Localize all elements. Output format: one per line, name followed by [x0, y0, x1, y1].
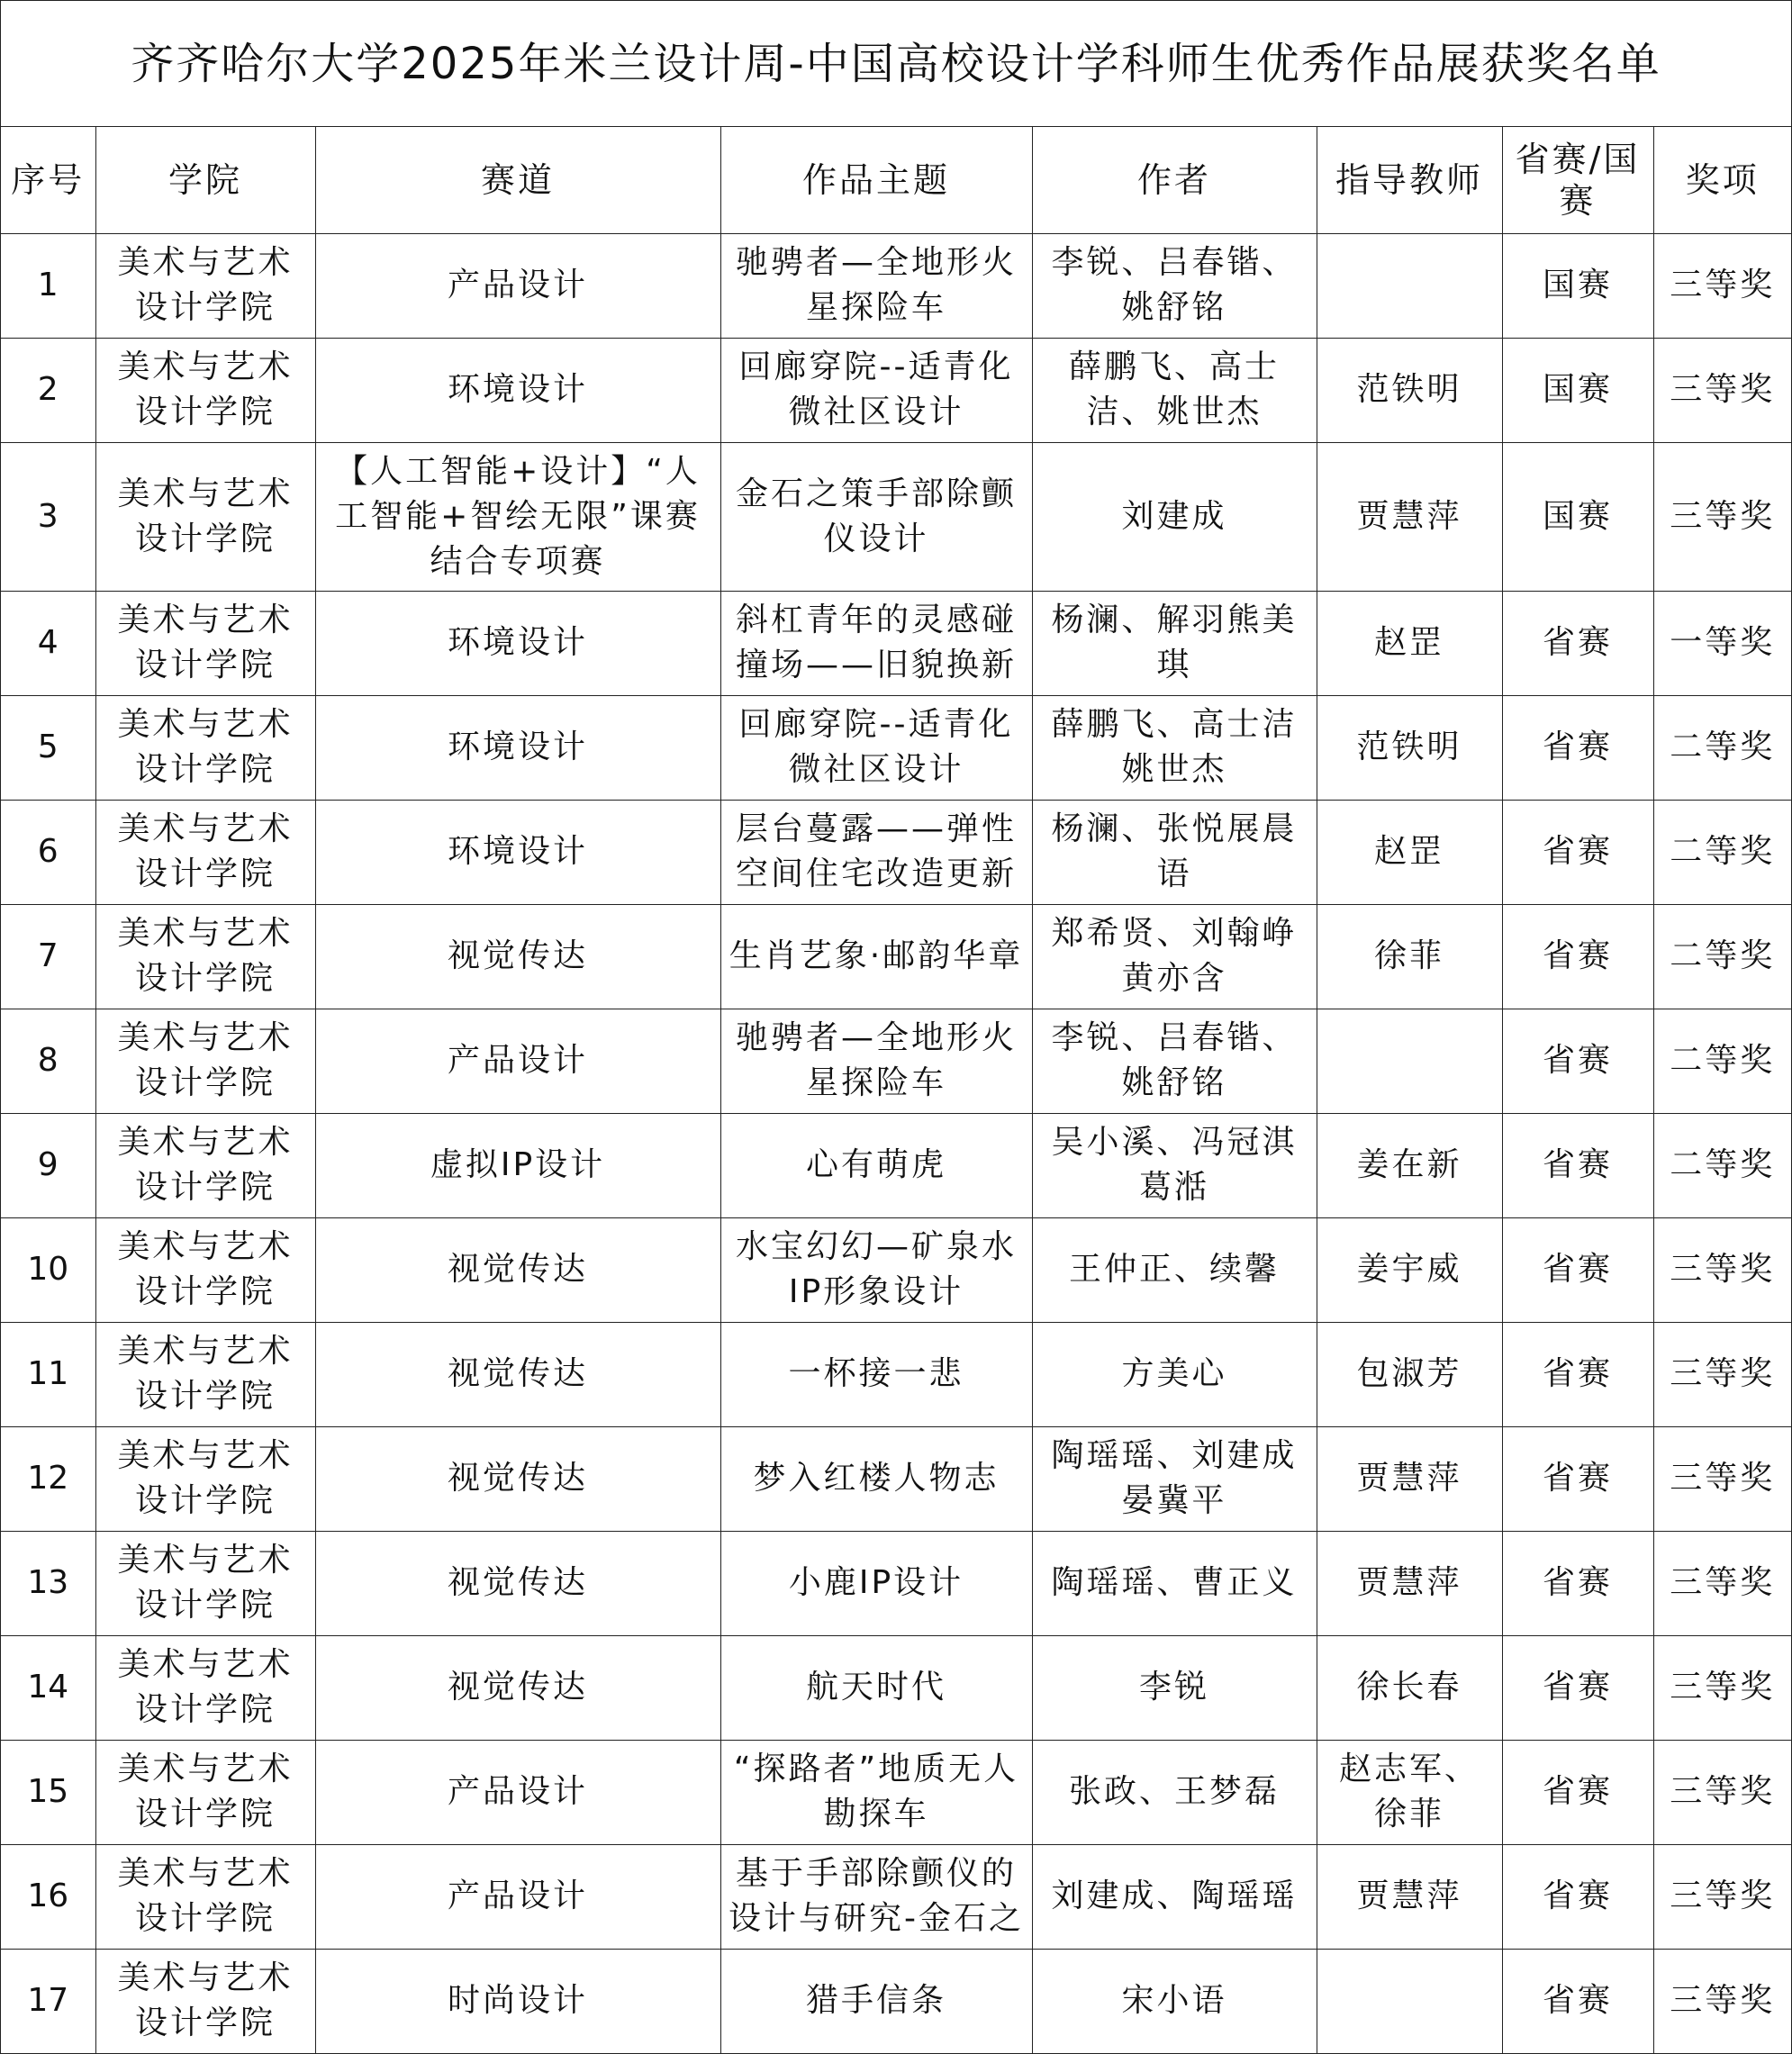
- cell-index-text: 12: [27, 1460, 69, 1497]
- cell-advisor: [1317, 695, 1502, 800]
- cell-college: [95, 233, 315, 338]
- cell-author: [1032, 1635, 1317, 1740]
- cell-track: [315, 1740, 720, 1844]
- cell-theme-text: 小鹿IP设计: [788, 1564, 964, 1601]
- cell-award-text: 三等奖: [1670, 371, 1776, 408]
- cell-index: [1, 233, 95, 338]
- cell-college-text: 美术与艺术设计学院: [117, 244, 294, 326]
- cell-track: [315, 800, 720, 904]
- cell-index-text: 2: [37, 371, 59, 408]
- cell-award-text: 三等奖: [1670, 1982, 1776, 2020]
- header-advisor: 指导教师: [1317, 127, 1502, 233]
- cell-level: [1502, 695, 1653, 800]
- cell-college: [95, 1426, 315, 1531]
- cell-index-text: 5: [37, 728, 59, 765]
- cell-author: [1032, 442, 1317, 591]
- cell-author: [1032, 233, 1317, 338]
- cell-college: [95, 1740, 315, 1844]
- table-row: [1, 338, 1791, 442]
- cell-advisor: [1317, 233, 1502, 338]
- cell-award: [1653, 591, 1791, 695]
- cell-advisor: [1317, 1113, 1502, 1217]
- cell-theme: [720, 1009, 1032, 1113]
- cell-author-text: 宋小语: [1121, 1982, 1227, 2020]
- cell-index: [1, 591, 95, 695]
- cell-index: [1, 1322, 95, 1426]
- cell-track: [315, 591, 720, 695]
- cell-index: [1, 1009, 95, 1113]
- cell-advisor: [1317, 1635, 1502, 1740]
- cell-theme: [720, 904, 1032, 1009]
- cell-college: [95, 1844, 315, 1949]
- cell-track-text: 视觉传达: [447, 937, 588, 974]
- cell-advisor-text: 贾慧萍: [1356, 1564, 1462, 1601]
- cell-level-text: 省赛: [1542, 1251, 1613, 1288]
- table-row: [1, 1740, 1791, 1844]
- cell-level-text: 省赛: [1542, 728, 1613, 765]
- cell-level-text: 省赛: [1542, 1042, 1613, 1079]
- cell-author: [1032, 1949, 1317, 2053]
- table-row: [1, 1635, 1791, 1740]
- cell-theme: [720, 233, 1032, 338]
- cell-theme-text: 驰骋者—全地形火星探险车: [735, 244, 1017, 326]
- table-row: [1, 1949, 1791, 2053]
- cell-college: [95, 1217, 315, 1322]
- cell-level-text: 国赛: [1542, 497, 1613, 535]
- cell-award: [1653, 1740, 1791, 1844]
- cell-index-text: 7: [37, 937, 59, 974]
- cell-author-text: 张政、王梦磊: [1068, 1773, 1280, 1810]
- table-row: [1, 442, 1791, 591]
- header-index: 序号: [1, 127, 95, 233]
- cell-theme: [720, 1949, 1032, 2053]
- cell-college-text: 美术与艺术设计学院: [117, 915, 294, 997]
- cell-author-text: 陶瑶瑶、曹正义: [1051, 1564, 1298, 1601]
- cell-award: [1653, 1635, 1791, 1740]
- cell-track: [315, 442, 720, 591]
- cell-advisor-text: 徐长春: [1356, 1669, 1462, 1706]
- header-level: 省赛/国赛: [1502, 127, 1653, 233]
- cell-author: [1032, 1740, 1317, 1844]
- cell-college: [95, 800, 315, 904]
- cell-author: [1032, 1426, 1317, 1531]
- cell-award-text: 三等奖: [1670, 1251, 1776, 1288]
- cell-award-text: 一等奖: [1670, 624, 1776, 661]
- table-row: [1, 800, 1791, 904]
- cell-award: [1653, 1322, 1791, 1426]
- cell-level: [1502, 1844, 1653, 1949]
- cell-author-text: 刘建成: [1121, 497, 1227, 535]
- cell-college-text: 美术与艺术设计学院: [117, 1124, 294, 1206]
- cell-award-text: 二等奖: [1670, 937, 1776, 974]
- cell-level: [1502, 904, 1653, 1009]
- cell-award: [1653, 442, 1791, 591]
- cell-author-text: 杨澜、张悦展晨语: [1051, 810, 1298, 892]
- cell-theme-text: 水宝幻幻—矿泉水IP形象设计: [735, 1228, 1017, 1310]
- cell-college-text: 美术与艺术设计学院: [117, 602, 294, 683]
- cell-index-text: 15: [27, 1773, 69, 1810]
- cell-theme-text: 生肖艺象·邮韵华章: [729, 937, 1024, 974]
- cell-level-text: 省赛: [1542, 1146, 1613, 1183]
- cell-award: [1653, 800, 1791, 904]
- cell-advisor-text: 范铁明: [1356, 728, 1462, 765]
- cell-track: [315, 1531, 720, 1635]
- cell-advisor: [1317, 442, 1502, 591]
- cell-level: [1502, 1113, 1653, 1217]
- header-row: [1, 127, 1791, 233]
- cell-track-text: 【人工智能+设计】“人工智能+智绘无限”课赛结合专项赛: [335, 452, 701, 580]
- cell-author: [1032, 1531, 1317, 1635]
- cell-author: [1032, 1009, 1317, 1113]
- cell-index-text: 3: [37, 497, 59, 535]
- cell-level-text: 省赛: [1542, 833, 1613, 870]
- cell-track-text: 视觉传达: [447, 1669, 588, 1706]
- cell-award: [1653, 1426, 1791, 1531]
- cell-track: [315, 1322, 720, 1426]
- cell-college: [95, 1949, 315, 2053]
- cell-author: [1032, 1322, 1317, 1426]
- cell-index-text: 16: [27, 1878, 69, 1914]
- cell-track-text: 产品设计: [447, 1042, 588, 1079]
- award-table: [1, 127, 1791, 2053]
- cell-index: [1, 695, 95, 800]
- cell-track: [315, 338, 720, 442]
- cell-college-text: 美术与艺术设计学院: [117, 1542, 294, 1624]
- cell-level: [1502, 1322, 1653, 1426]
- cell-author: [1032, 338, 1317, 442]
- cell-level: [1502, 1949, 1653, 2053]
- cell-track: [315, 1113, 720, 1217]
- cell-award-text: 二等奖: [1670, 833, 1776, 870]
- table-row: [1, 1322, 1791, 1426]
- cell-theme-text: 回廊穿院--适青化微社区设计: [738, 706, 1014, 788]
- cell-level-text: 省赛: [1542, 1773, 1613, 1810]
- cell-level-text: 省赛: [1542, 1982, 1613, 2020]
- cell-theme: [720, 1531, 1032, 1635]
- cell-college: [95, 904, 315, 1009]
- cell-author-text: 薛鹏飞、高士洁、姚世杰: [1068, 348, 1280, 430]
- cell-level-text: 国赛: [1542, 267, 1613, 303]
- cell-award-text: 二等奖: [1670, 1042, 1776, 1079]
- cell-college-text: 美术与艺术设计学院: [117, 706, 294, 788]
- cell-index: [1, 1949, 95, 2053]
- header-award: 奖项: [1653, 127, 1791, 233]
- cell-author: [1032, 800, 1317, 904]
- cell-award: [1653, 1113, 1791, 1217]
- table-row: [1, 1426, 1791, 1531]
- cell-college-text: 美术与艺术设计学院: [117, 1228, 294, 1310]
- cell-theme: [720, 1635, 1032, 1740]
- cell-level-text: 省赛: [1542, 1460, 1613, 1497]
- cell-index-text: 17: [27, 1982, 69, 2020]
- cell-theme-text: 斜杠青年的灵感碰撞场——旧貌换新: [735, 602, 1017, 683]
- cell-award-text: 三等奖: [1670, 1773, 1776, 1810]
- cell-track: [315, 1217, 720, 1322]
- cell-advisor-text: 范铁明: [1356, 371, 1462, 408]
- cell-author-text: 杨澜、解羽熊美琪: [1051, 602, 1298, 683]
- cell-index: [1, 1426, 95, 1531]
- cell-theme: [720, 1740, 1032, 1844]
- cell-advisor-text: 姜在新: [1356, 1146, 1462, 1183]
- cell-track: [315, 1635, 720, 1740]
- cell-theme-text: 基于手部除颤仪的设计与研究-金石之: [729, 1855, 1024, 1937]
- cell-college-text: 美术与艺术设计学院: [117, 1751, 294, 1832]
- cell-author: [1032, 1844, 1317, 1949]
- cell-advisor: [1317, 338, 1502, 442]
- cell-track-text: 产品设计: [447, 1773, 588, 1810]
- cell-theme-text: 猎手信条: [805, 1982, 946, 2020]
- cell-index: [1, 1635, 95, 1740]
- cell-college: [95, 1531, 315, 1635]
- cell-track-text: 视觉传达: [447, 1460, 588, 1497]
- cell-theme: [720, 695, 1032, 800]
- cell-college-text: 美术与艺术设计学院: [117, 1646, 294, 1728]
- cell-college: [95, 338, 315, 442]
- cell-college: [95, 1113, 315, 1217]
- cell-level: [1502, 1740, 1653, 1844]
- cell-award-text: 二等奖: [1670, 1146, 1776, 1183]
- cell-level: [1502, 1009, 1653, 1113]
- cell-theme: [720, 442, 1032, 591]
- cell-theme: [720, 1217, 1032, 1322]
- cell-college-text: 美术与艺术设计学院: [117, 475, 294, 557]
- cell-track: [315, 233, 720, 338]
- cell-author-text: 郑希贤、刘翰峥黄亦含: [1051, 915, 1298, 997]
- cell-college-text: 美术与艺术设计学院: [117, 348, 294, 430]
- cell-author: [1032, 1217, 1317, 1322]
- table-row: [1, 1844, 1791, 1949]
- header-theme: 作品主题: [720, 127, 1032, 233]
- cell-author-text: 吴小溪、冯冠淇葛湉: [1051, 1124, 1298, 1206]
- table-row: [1, 1531, 1791, 1635]
- cell-theme-text: 心有萌虎: [805, 1146, 946, 1183]
- cell-advisor-text: 赵罡: [1373, 833, 1444, 870]
- cell-college-text: 美术与艺术设计学院: [117, 1437, 294, 1519]
- cell-author: [1032, 695, 1317, 800]
- cell-level: [1502, 1635, 1653, 1740]
- cell-award: [1653, 1531, 1791, 1635]
- cell-advisor: [1317, 1217, 1502, 1322]
- table-row: [1, 1113, 1791, 1217]
- cell-track-text: 环境设计: [447, 728, 588, 765]
- cell-level-text: 省赛: [1542, 624, 1613, 661]
- cell-advisor: [1317, 1740, 1502, 1844]
- cell-index-text: 11: [27, 1355, 69, 1392]
- cell-level: [1502, 338, 1653, 442]
- cell-college: [95, 1009, 315, 1113]
- cell-award-text: 三等奖: [1670, 1878, 1776, 1914]
- cell-track-text: 视觉传达: [447, 1251, 588, 1288]
- cell-college: [95, 591, 315, 695]
- cell-theme: [720, 800, 1032, 904]
- cell-advisor: [1317, 591, 1502, 695]
- cell-award: [1653, 233, 1791, 338]
- cell-index: [1, 800, 95, 904]
- cell-author-text: 李锐、吕春锴、姚舒铭: [1051, 1019, 1298, 1101]
- cell-author: [1032, 591, 1317, 695]
- cell-college-text: 美术与艺术设计学院: [117, 1019, 294, 1101]
- table-row: [1, 591, 1791, 695]
- cell-theme-text: 驰骋者—全地形火星探险车: [735, 1019, 1017, 1101]
- cell-level-text: 省赛: [1542, 1669, 1613, 1706]
- cell-level-text: 省赛: [1542, 1878, 1613, 1914]
- header-author: 作者: [1032, 127, 1317, 233]
- cell-track-text: 环境设计: [447, 624, 588, 661]
- cell-theme: [720, 1844, 1032, 1949]
- cell-index-text: 8: [37, 1042, 59, 1079]
- cell-award-text: 三等奖: [1670, 1460, 1776, 1497]
- cell-advisor: [1317, 1322, 1502, 1426]
- cell-award: [1653, 1844, 1791, 1949]
- cell-award-text: 三等奖: [1670, 1669, 1776, 1706]
- cell-track-text: 视觉传达: [447, 1355, 588, 1392]
- cell-theme-text: 一杯接一悲: [788, 1355, 964, 1392]
- cell-level: [1502, 1426, 1653, 1531]
- cell-award-text: 三等奖: [1670, 267, 1776, 303]
- cell-advisor: [1317, 1531, 1502, 1635]
- cell-advisor-text: 赵志军、徐菲: [1338, 1751, 1480, 1832]
- cell-theme: [720, 1426, 1032, 1531]
- cell-index: [1, 1531, 95, 1635]
- cell-theme-text: 航天时代: [805, 1669, 946, 1706]
- cell-award: [1653, 1009, 1791, 1113]
- cell-advisor: [1317, 904, 1502, 1009]
- cell-advisor: [1317, 1949, 1502, 2053]
- cell-author-text: 陶瑶瑶、刘建成晏冀平: [1051, 1437, 1298, 1519]
- cell-level: [1502, 1531, 1653, 1635]
- cell-author-text: 方美心: [1121, 1355, 1227, 1392]
- cell-award: [1653, 904, 1791, 1009]
- cell-index-text: 6: [37, 833, 59, 870]
- cell-track: [315, 1009, 720, 1113]
- cell-index: [1, 442, 95, 591]
- cell-advisor-text: 姜宇威: [1356, 1251, 1462, 1288]
- cell-award: [1653, 695, 1791, 800]
- cell-level: [1502, 233, 1653, 338]
- cell-index-text: 9: [37, 1146, 59, 1183]
- cell-theme: [720, 338, 1032, 442]
- cell-author: [1032, 1113, 1317, 1217]
- cell-index: [1, 1844, 95, 1949]
- cell-college-text: 美术与艺术设计学院: [117, 1959, 294, 2042]
- cell-college: [95, 695, 315, 800]
- cell-award-text: 三等奖: [1670, 1355, 1776, 1392]
- cell-track-text: 产品设计: [447, 1878, 588, 1914]
- cell-advisor-text: 徐菲: [1373, 937, 1444, 974]
- cell-track: [315, 695, 720, 800]
- table-row: [1, 695, 1791, 800]
- cell-track-text: 环境设计: [447, 833, 588, 870]
- cell-track-text: 环境设计: [447, 371, 588, 408]
- cell-track: [315, 1844, 720, 1949]
- cell-track-text: 产品设计: [447, 267, 588, 303]
- cell-index: [1, 1217, 95, 1322]
- cell-theme-text: 梦入红楼人物志: [753, 1460, 1000, 1497]
- cell-award-text: 三等奖: [1670, 497, 1776, 535]
- cell-index-text: 14: [27, 1669, 69, 1706]
- cell-advisor-text: 贾慧萍: [1356, 497, 1462, 535]
- cell-advisor-text: 包淑芳: [1356, 1355, 1462, 1392]
- cell-index: [1, 1740, 95, 1844]
- cell-theme-text: 层台蔓露——弹性空间住宅改造更新: [735, 810, 1017, 892]
- cell-award-text: 二等奖: [1670, 728, 1776, 765]
- cell-author-text: 李锐: [1138, 1669, 1209, 1706]
- cell-index-text: 4: [37, 624, 59, 661]
- table-row: [1, 1009, 1791, 1113]
- cell-index-text: 13: [27, 1564, 69, 1601]
- cell-track: [315, 904, 720, 1009]
- sheet-title: 齐齐哈尔大学2025年米兰设计周-中国高校设计学科师生优秀作品展获奖名单: [1, 1, 1791, 127]
- cell-index-text: 1: [37, 267, 59, 303]
- cell-advisor-text: 贾慧萍: [1356, 1878, 1462, 1914]
- cell-index: [1, 904, 95, 1009]
- cell-advisor: [1317, 1844, 1502, 1949]
- cell-college-text: 美术与艺术设计学院: [117, 1855, 294, 1937]
- cell-author: [1032, 904, 1317, 1009]
- header-college: 学院: [95, 127, 315, 233]
- table-row: [1, 233, 1791, 338]
- cell-advisor: [1317, 800, 1502, 904]
- cell-theme: [720, 1113, 1032, 1217]
- cell-level: [1502, 1217, 1653, 1322]
- cell-theme-text: “探路者”地质无人勘探车: [733, 1751, 1019, 1832]
- cell-author-text: 刘建成、陶瑶瑶: [1051, 1878, 1298, 1914]
- cell-level: [1502, 591, 1653, 695]
- cell-track-text: 视觉传达: [447, 1564, 588, 1601]
- cell-advisor: [1317, 1426, 1502, 1531]
- cell-theme-text: 回廊穿院--适青化微社区设计: [738, 348, 1014, 430]
- cell-level-text: 省赛: [1542, 937, 1613, 974]
- cell-college: [95, 1322, 315, 1426]
- cell-level-text: 省赛: [1542, 1355, 1613, 1392]
- cell-award: [1653, 1949, 1791, 2053]
- cell-level: [1502, 442, 1653, 591]
- cell-track: [315, 1949, 720, 2053]
- cell-index: [1, 1113, 95, 1217]
- cell-author-text: 薛鹏飞、高士洁姚世杰: [1051, 706, 1298, 788]
- table-row: [1, 904, 1791, 1009]
- cell-college: [95, 1635, 315, 1740]
- table-row: [1, 1217, 1791, 1322]
- cell-theme: [720, 591, 1032, 695]
- cell-level: [1502, 800, 1653, 904]
- cell-track: [315, 1426, 720, 1531]
- cell-college: [95, 442, 315, 591]
- cell-advisor: [1317, 1009, 1502, 1113]
- cell-index: [1, 338, 95, 442]
- cell-advisor-text: 贾慧萍: [1356, 1460, 1462, 1497]
- cell-track-text: 虚拟IP设计: [430, 1146, 606, 1183]
- cell-level-text: 省赛: [1542, 1564, 1613, 1601]
- cell-index-text: 10: [27, 1251, 69, 1288]
- cell-theme-text: 金石之策手部除颤仪设计: [735, 475, 1017, 557]
- cell-award-text: 三等奖: [1670, 1564, 1776, 1601]
- cell-award: [1653, 338, 1791, 442]
- cell-author-text: 王仲正、续馨: [1068, 1251, 1280, 1288]
- header-track: 赛道: [315, 127, 720, 233]
- cell-college-text: 美术与艺术设计学院: [117, 1333, 294, 1415]
- cell-award: [1653, 1217, 1791, 1322]
- cell-theme: [720, 1322, 1032, 1426]
- cell-author-text: 李锐、吕春锴、姚舒铭: [1051, 244, 1298, 326]
- cell-track-text: 时尚设计: [447, 1982, 588, 2020]
- cell-college-text: 美术与艺术设计学院: [117, 810, 294, 892]
- cell-advisor-text: 赵罡: [1373, 624, 1444, 661]
- cell-level-text: 国赛: [1542, 371, 1613, 408]
